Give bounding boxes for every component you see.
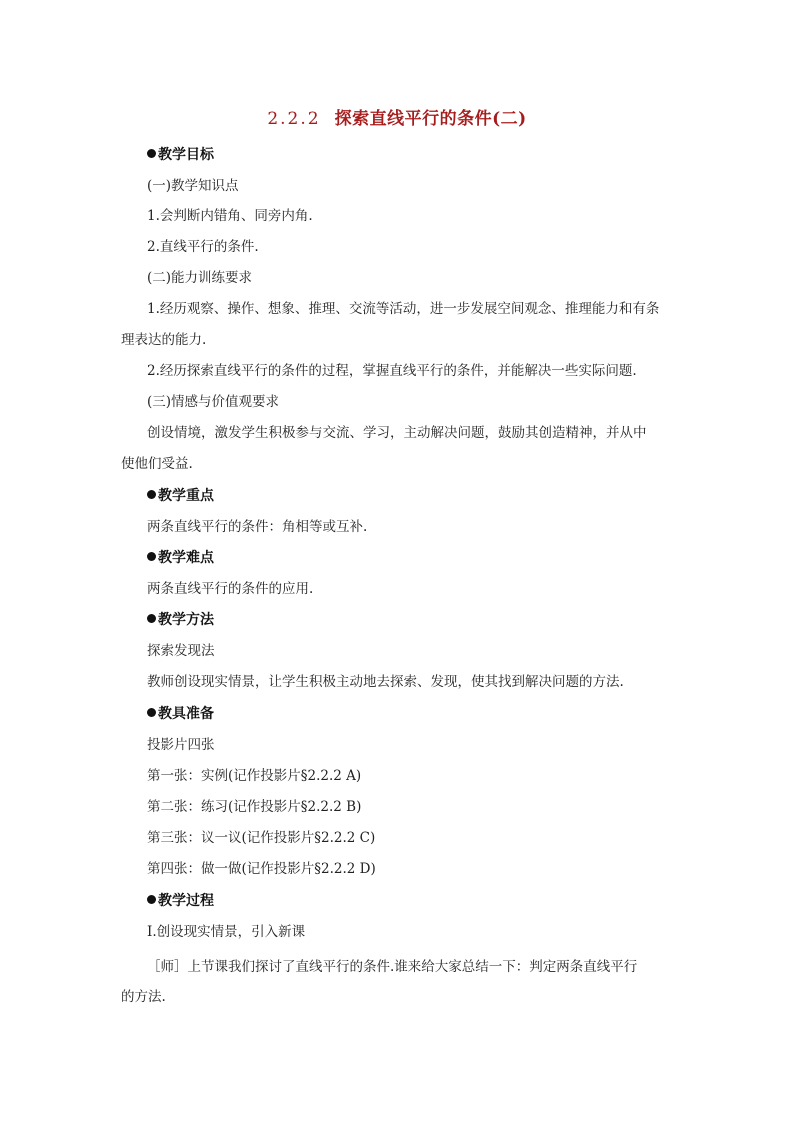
knowledge-item-1: 1.会判断内错角、同旁内角. (147, 208, 313, 224)
key-heading: 教学重点 (147, 486, 214, 506)
process-step-2: ［师］上节课我们探讨了直线平行的条件.谁来给大家总结一下：判定两条直线平行 (147, 959, 638, 975)
ability-item-1-cont: 理表达的能力. (121, 332, 207, 348)
page-title (0, 104, 794, 129)
process-heading: 教学过程 (147, 891, 214, 911)
title-text: 探索直线平行的条件(二) (334, 109, 527, 129)
tools-heading: 教具准备 (147, 704, 214, 724)
tool-item-1: 第一张：实例(记作投影片§2.2.2 A) (147, 768, 362, 784)
tool-item-3: 第三张：议一议(记作投影片§2.2.2 C) (147, 830, 376, 846)
method-heading: 教学方法 (147, 610, 214, 630)
process-step-2-cont: 的方法. (121, 989, 166, 1005)
tool-item-2: 第二张：练习(记作投影片§2.2.2 B) (147, 799, 362, 815)
method-name: 探索发现法 (147, 643, 215, 659)
bullet-icon (147, 895, 156, 904)
title-number: 2.2.2 (267, 109, 321, 129)
bullet-icon (147, 614, 156, 623)
difficulty-text: 两条直线平行的条件的应用. (147, 581, 314, 597)
emotion-text: 创设情境，激发学生积极参与交流、学习，主动解决问题，鼓励其创造精神，并从中 (147, 425, 647, 441)
process-step-1: Ⅰ.创设现实情景，引入新课 (147, 924, 306, 940)
bullet-icon (147, 490, 156, 499)
ability-item-1: 1.经历观察、操作、想象、推理、交流等活动，进一步发展空间观念、推理能力和有条 (147, 301, 660, 317)
ability-heading: (二)能力训练要求 (147, 270, 253, 286)
key-text: 两条直线平行的条件：角相等或互补. (147, 519, 368, 535)
ability-item-2: 2.经历探索直线平行的条件的过程，掌握直线平行的条件，并能解决一些实际问题. (147, 363, 637, 379)
tools-intro: 投影片四张 (147, 737, 215, 753)
knowledge-item-2: 2.直线平行的条件. (147, 239, 259, 255)
bullet-icon (147, 708, 156, 717)
bullet-icon (147, 552, 156, 561)
emotion-text-cont: 使他们受益. (121, 456, 193, 472)
bullet-icon (147, 149, 156, 158)
method-text: 教师创设现实情景，让学生积极主动地去探索、发现，使其找到解决问题的方法. (147, 674, 624, 690)
tool-item-4: 第四张：做一做(记作投影片§2.2.2 D) (147, 861, 376, 877)
emotion-heading: (三)情感与价值观要求 (147, 394, 280, 410)
goals-heading: 教学目标 (147, 145, 214, 165)
difficulty-heading: 教学难点 (147, 548, 214, 568)
knowledge-heading: (一)教学知识点 (147, 178, 239, 194)
